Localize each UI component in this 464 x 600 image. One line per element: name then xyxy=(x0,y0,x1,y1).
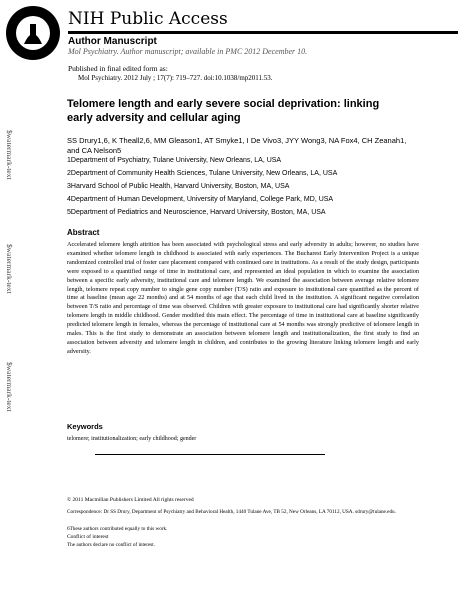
publication-citation: Mol Psychiatry. 2012 July ; 17(7): 719–727. doi:10.1038/mp2011.53. xyxy=(78,74,273,82)
copyright-notice: © 2011 Macmillan Publishers Limited All rights reserved xyxy=(67,497,194,503)
sidebar-watermark-2: $watermark-text xyxy=(5,244,14,294)
header-title: NIH Public Access xyxy=(68,9,228,29)
nih-logo xyxy=(4,4,62,62)
section-divider xyxy=(95,454,325,455)
affiliation-4: 4Department of Human Development, University of Maryland, College Park, MD, USA xyxy=(67,196,334,203)
journal-line-text: Mol Psychiatry. Author manuscript; available in PMC 2012 December 10. xyxy=(68,47,308,56)
equal-contribution-note: 6These authors contributed equally to this work. xyxy=(67,526,168,532)
affiliation-5: 5Department of Pediatrics and Neuroscience, Harvard University, Boston, MA, USA xyxy=(67,209,326,216)
abstract-heading: Abstract xyxy=(67,228,100,237)
header-subtitle: Author Manuscript xyxy=(68,36,157,47)
abstract-body: Accelerated telomere length attrition has been associated with psychological stress and early adversity in adults; however, no studies have examined whether telomere length in childhood is associated with early experiences. The Bucharest Early Intervention Project is a unique randomized controlled trial of foster care placement compared with continued care in institutions. As a result of the study design, participants were exposed to a quantified range of time in institutional care, and represented an ideal population in which to examine the association between a specific early adversity, institutional care and telomere length. We examined the association between average relative telomere length, telomere repeat copy number to single gene copy number (T/S) ratio and exposure to institutional care quantified as the percent of time at baseline (mean age 22 months) and at 54 months of age that each child lived in the institution. A significant negative correlation between T/S ratio and percentage of time was observed. Children with greater exposure to institutional care had significantly shorter relative telomere length in middle childhood. Gender modified this main effect. The percentage of time in institutional care at baseline significantly predicted telomere length in females, whereas the percentage of institutional care at 54 months was strongly predictive of telomere length in males. This is the first study to demonstrate an association between telomere length and institutionalization, the first study to find an association between adversity and telomere length in children, and contributes to the growing literature linking telomere length and early adversity. xyxy=(67,241,419,355)
affiliation-2: 2Department of Community Health Sciences, Tulane University, New Orleans, LA, USA xyxy=(67,170,338,177)
header-rule xyxy=(68,31,458,34)
sidebar-watermark-3: $watermark-text xyxy=(5,362,14,412)
keywords-heading: Keywords xyxy=(67,422,103,431)
sidebar-watermark-1: $watermark-text xyxy=(5,130,14,180)
affiliation-3: 3Harvard School of Public Health, Harvard University, Boston, MA, USA xyxy=(67,183,290,190)
published-label: Published in final edited form as: xyxy=(68,64,168,73)
conflict-of-interest-body: The authors declare no conflict of interest. xyxy=(67,542,156,548)
author-list: SS Drury1,6, K Theall2,6, MM Gleason1, AT Smyke1, I De Vivo3, JYY Wong3, NA Fox4, CH Zeanah1, and CA Nelson5 xyxy=(67,136,407,155)
header-journal-line xyxy=(68,47,307,56)
conflict-of-interest-heading: Conflict of interest xyxy=(67,534,109,540)
article-title: Telomere length and early severe social deprivation: linking early adversity and cellular aging xyxy=(67,98,380,124)
affiliation-1: 1Department of Psychiatry, Tulane University, New Orleans, LA, USA xyxy=(67,157,282,164)
keywords-body: telomere; institutionalization; early childhood; gender xyxy=(67,436,197,442)
correspondence-note: Correspondence: Dr SS Drury, Department of Psychiatry and Behavioral Health, 1440 Tulane Ave, TB 52, New Orleans, LA 70112, USA. sdrury@tulane.edu. xyxy=(67,509,396,515)
